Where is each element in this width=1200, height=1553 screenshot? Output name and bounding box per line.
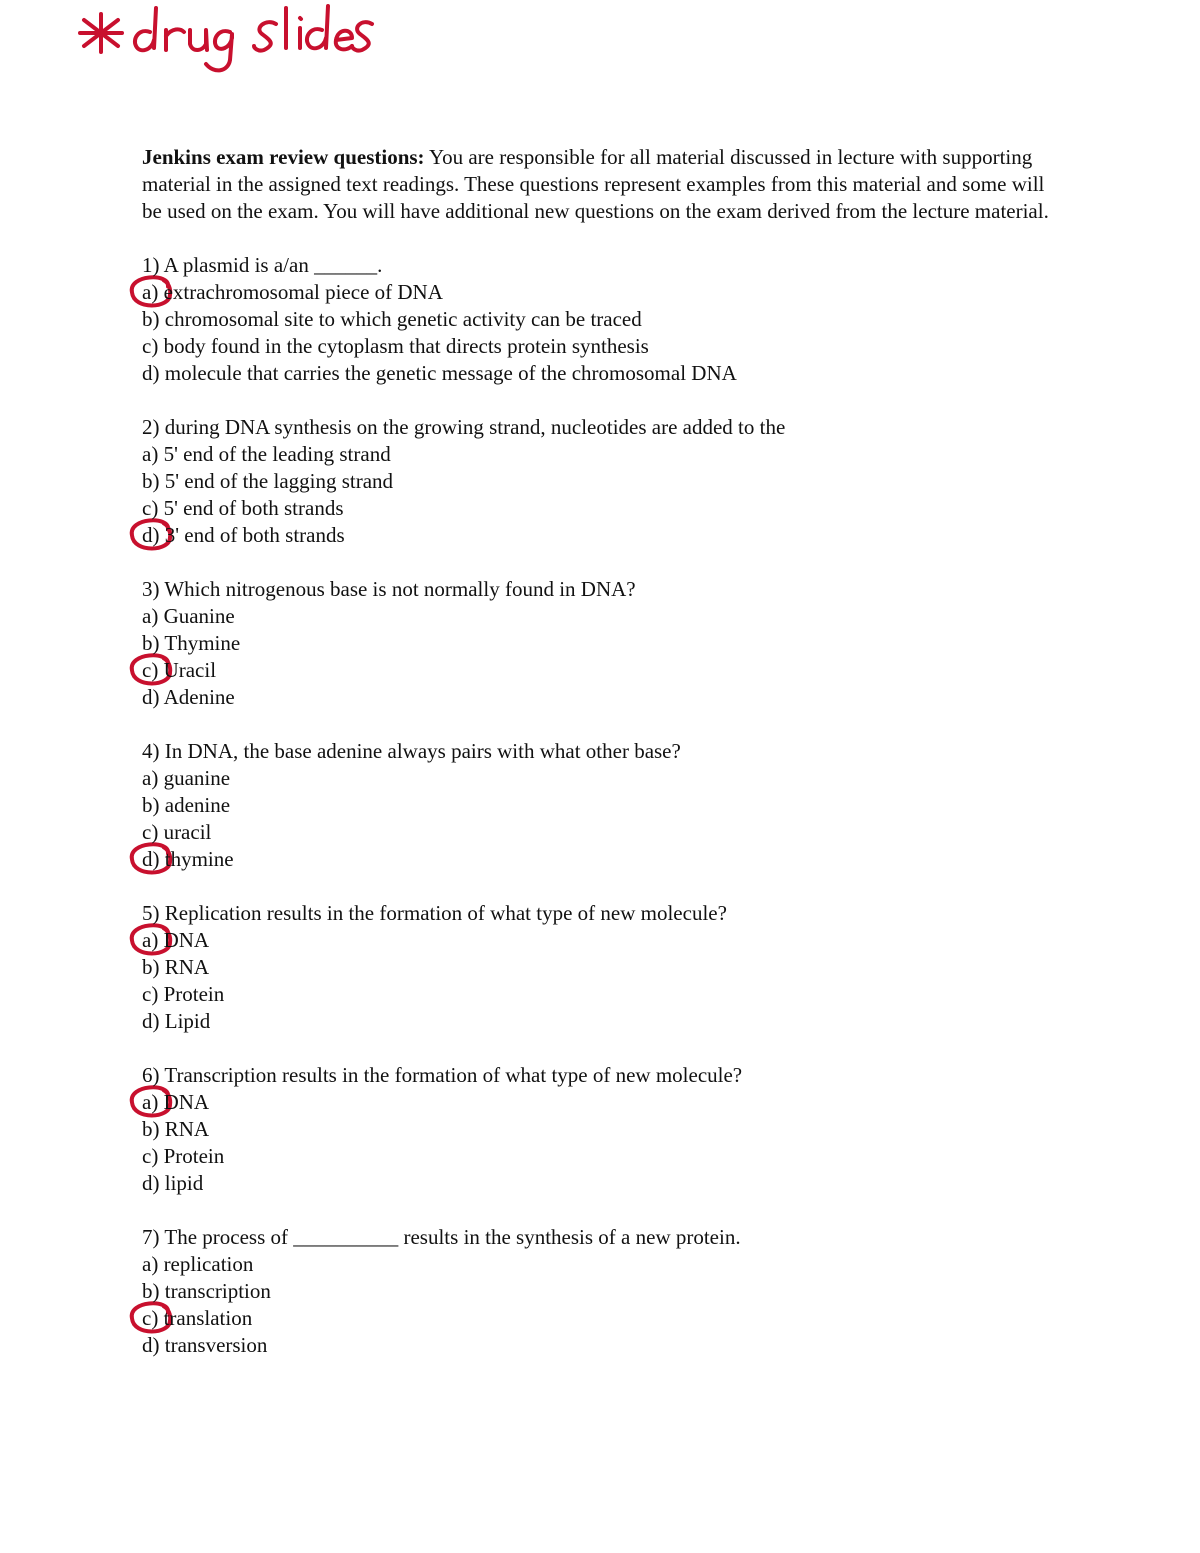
intro-paragraph	[142, 144, 1052, 225]
answer-option: b) RNA	[142, 1117, 210, 1141]
answer-option: a) guanine	[142, 766, 231, 790]
answer-option: a) DNA	[142, 1090, 210, 1114]
answer-option: d) lipid	[142, 1171, 204, 1195]
answer-option: d) molecule that carries the genetic message of the chromosomal DNA	[142, 361, 737, 385]
answer-option: d) transversion	[142, 1333, 268, 1357]
question-stem: 7) The process of __________ results in the synthesis of a new protein.	[142, 1225, 741, 1249]
answer-option: c) 5' end of both strands	[142, 496, 344, 520]
question-stem: 6) Transcription results in the formation of what type of new molecule?	[142, 1063, 743, 1087]
answer-option: b) RNA	[142, 955, 210, 979]
answer-option: b) 5' end of the lagging strand	[142, 469, 394, 493]
answer-option: b) Thymine	[142, 631, 241, 655]
exam-review-document	[142, 144, 1052, 1386]
question-1	[142, 252, 1052, 387]
answer-option: d) thymine	[142, 847, 234, 871]
intro-body: You are responsible for all material discussed in lecture with supporting material in the assigned text readings. These questions represent examples from this material and some will be used on the exam. You will have additional new questions on the exam derived from the lecture material.	[142, 145, 1049, 223]
question-7	[142, 1224, 1052, 1359]
intro-heading: Jenkins exam review questions:	[142, 145, 425, 169]
answer-option: a) replication	[142, 1252, 254, 1276]
answer-option: a) 5' end of the leading strand	[142, 442, 391, 466]
answer-option: c) Protein	[142, 982, 225, 1006]
question-2	[142, 414, 1052, 549]
question-6	[142, 1062, 1052, 1197]
handwritten-note-drug-slides	[80, 6, 372, 70]
answer-option: b) transcription	[142, 1279, 271, 1303]
question-4	[142, 738, 1052, 873]
answer-option: c) translation	[142, 1306, 253, 1330]
question-stem: 3) Which nitrogenous base is not normally found in DNA?	[142, 577, 636, 601]
question-stem: 5) Replication results in the formation of what type of new molecule?	[142, 901, 727, 925]
question-list	[142, 252, 1052, 1359]
answer-option: c) Uracil	[142, 658, 217, 682]
question-3	[142, 576, 1052, 711]
answer-option: d) Lipid	[142, 1009, 211, 1033]
answer-option: d) 3' end of both strands	[142, 523, 345, 547]
question-stem: 2) during DNA synthesis on the growing strand, nucleotides are added to the	[142, 415, 786, 439]
answer-option: c) uracil	[142, 820, 212, 844]
answer-option: a) DNA	[142, 928, 210, 952]
answer-option: c) body found in the cytoplasm that directs protein synthesis	[142, 334, 649, 358]
answer-option: c) Protein	[142, 1144, 225, 1168]
answer-option: a) extrachromosomal piece of DNA	[142, 280, 443, 304]
answer-option: b) adenine	[142, 793, 231, 817]
answer-option: a) Guanine	[142, 604, 235, 628]
question-stem: 4) In DNA, the base adenine always pairs with what other base?	[142, 739, 681, 763]
answer-option: b) chromosomal site to which genetic activity can be traced	[142, 307, 642, 331]
question-stem: 1) A plasmid is a/an ______.	[142, 253, 383, 277]
answer-option: d) Adenine	[142, 685, 235, 709]
question-5	[142, 900, 1052, 1035]
